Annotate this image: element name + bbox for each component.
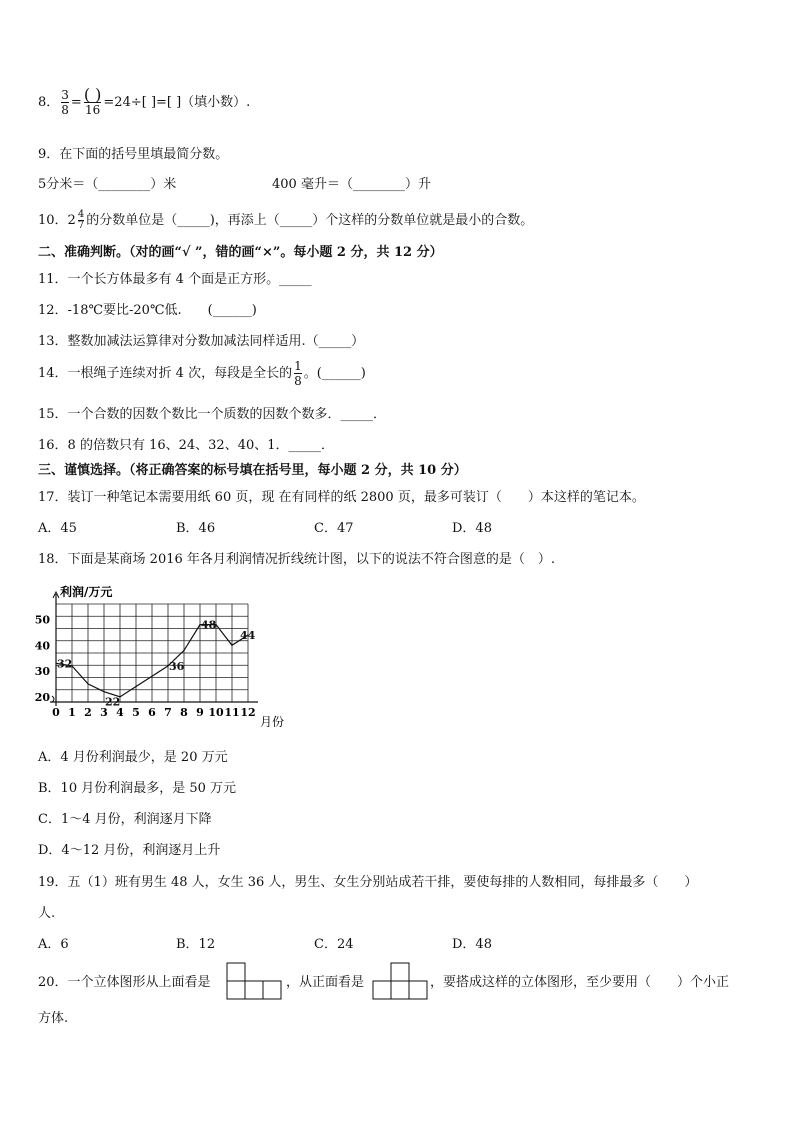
question-20-b: ，从正面看是 <box>286 975 365 990</box>
chart-grid <box>56 604 248 702</box>
y-axis-label: 利润/万元 <box>60 585 113 599</box>
fraction-1-8: $\frac{1}{8}$ <box>294 359 302 388</box>
question-19: 19．五（1）班有男生 48 人，女生 36 人，男生、女生分别站成若干排，要使每排的人数相同，每排最多（ ） <box>38 875 698 890</box>
x-tick-label: 7 <box>164 706 172 719</box>
y-tick-label: 40 <box>34 639 50 653</box>
question-20-c: ，要搭成这样的立体图形，至少要用（ ）个小正 <box>430 975 730 990</box>
question-8 <box>38 85 251 117</box>
question-9-left: 5分米＝（________）米 <box>38 177 177 192</box>
question-18: 18．下面是某商场 2016 年各月利润情况折线统计图，以下的说法不符合图意的是（ ）. <box>38 552 556 567</box>
data-label: 36 <box>169 659 185 673</box>
section-2-heading: 二、准确判断。（对的画“√ ”，错的画“×”。每小题 2 分，共 12 分） <box>38 245 443 260</box>
fraction-blank-16: $\frac{( )}{16}$ <box>83 85 102 117</box>
x-tick-label: 10 <box>208 706 224 719</box>
top-view-figure <box>226 962 284 1002</box>
data-point <box>135 686 136 687</box>
section-3-heading: 三、谨慎选择。（将正确答案的标号填在括号里，每小题 2 分，共 10 分） <box>38 463 467 478</box>
chart-data-labels <box>57 619 256 709</box>
x-tick-label: 5 <box>132 706 140 719</box>
option-d: D．48 <box>452 521 492 536</box>
y-tick-label: 50 <box>34 613 50 627</box>
x-tick-label: 3 <box>100 706 108 719</box>
equals-sign: = <box>70 95 82 110</box>
question-14 <box>38 359 366 388</box>
data-point <box>231 645 232 646</box>
option-b: B．12 <box>176 937 216 952</box>
option-18-a: A．4 月份利润最少，是 20 万元 <box>38 750 228 765</box>
data-label: 32 <box>57 657 73 671</box>
question-9-right: 400 毫升＝（________）升 <box>272 177 431 192</box>
y-tick-label: 20 <box>34 690 50 704</box>
profit-line-chart <box>34 580 294 730</box>
data-label: 44 <box>240 628 256 642</box>
x-tick-label: 1 <box>68 706 76 719</box>
data-label: 48 <box>201 618 217 632</box>
option-d: D．48 <box>452 937 492 952</box>
question-12: 12．-18℃要比-20℃低. (______) <box>38 303 257 318</box>
x-axis-label: 月份 <box>260 715 285 729</box>
x-tick-label: 4 <box>116 706 124 719</box>
data-point <box>151 676 152 677</box>
data-point <box>87 683 88 684</box>
x-tick-label: 8 <box>180 706 188 719</box>
data-point <box>183 650 184 651</box>
data-label: 22 <box>105 695 121 709</box>
question-text: =24÷[ ]=[ ]（填小数）. <box>103 95 251 110</box>
x-tick-label: 6 <box>148 706 156 719</box>
question-17: 17．装订一种笔记本需要用纸 60 页，现 在有同样的纸 2800 页，最多可装订（ ）本这样的笔记本。 <box>38 490 645 505</box>
question-11: 11．一个长方体最多有 4 个面是正方形。_____ <box>38 272 312 287</box>
question-17-options <box>38 520 590 538</box>
option-c: C．24 <box>314 937 354 952</box>
question-16: 16．8 的倍数只有 16、24、32、40、1．_____． <box>38 438 335 453</box>
question-15: 15．一个合数的因数个数比一个质数的因数个数多．_____． <box>38 407 387 422</box>
fraction-3-8: $\frac{3}{8}$ <box>61 88 69 117</box>
x-tick-label: 12 <box>240 706 256 719</box>
question-19-options <box>38 936 590 954</box>
question-text-end: 。(______) <box>303 366 366 381</box>
chart-axes <box>50 592 258 706</box>
option-18-d: D．4～12 月份，利润逐月上升 <box>38 843 221 858</box>
option-a: A．45 <box>38 521 77 536</box>
x-tick-label: 9 <box>196 706 204 719</box>
data-point <box>103 691 104 692</box>
question-10 <box>38 210 533 231</box>
axis-break-mark <box>52 696 54 702</box>
question-number: 10．2 <box>38 213 76 228</box>
front-view-figure <box>372 962 430 1002</box>
option-a: A．6 <box>38 937 69 952</box>
question-20-cont: 方体. <box>38 1011 69 1026</box>
x-tick-label: 0 <box>52 706 60 719</box>
x-tick-label: 2 <box>84 706 92 719</box>
question-number: 8． <box>38 95 60 110</box>
option-18-b: B．10 月份利润最多，是 50 万元 <box>38 781 237 796</box>
y-tick-label: 30 <box>34 665 50 679</box>
fraction-4-7: $\frac{4}{7}$ <box>77 209 85 231</box>
question-19-cont: 人. <box>38 906 56 921</box>
option-18-c: C．1～4 月份，利润逐月下降 <box>38 812 212 827</box>
question-13: 13．整数加减法运算律对分数加减法同样适用.（_____） <box>38 334 365 349</box>
question-text: 14．一根绳子连续对折 4 次，每段是全长的 <box>38 366 293 381</box>
option-b: B．46 <box>176 521 216 536</box>
question-text: 的分数单位是（_____)，再添上（_____）个这样的分数单位就是最小的合数。 <box>86 213 534 228</box>
x-tick-label: 11 <box>224 706 240 719</box>
question-9: 9．在下面的括号里填最简分数。 <box>38 147 229 162</box>
option-c: C．47 <box>314 521 354 536</box>
question-20-a: 20．一个立体图形从上面看是 <box>38 975 211 990</box>
